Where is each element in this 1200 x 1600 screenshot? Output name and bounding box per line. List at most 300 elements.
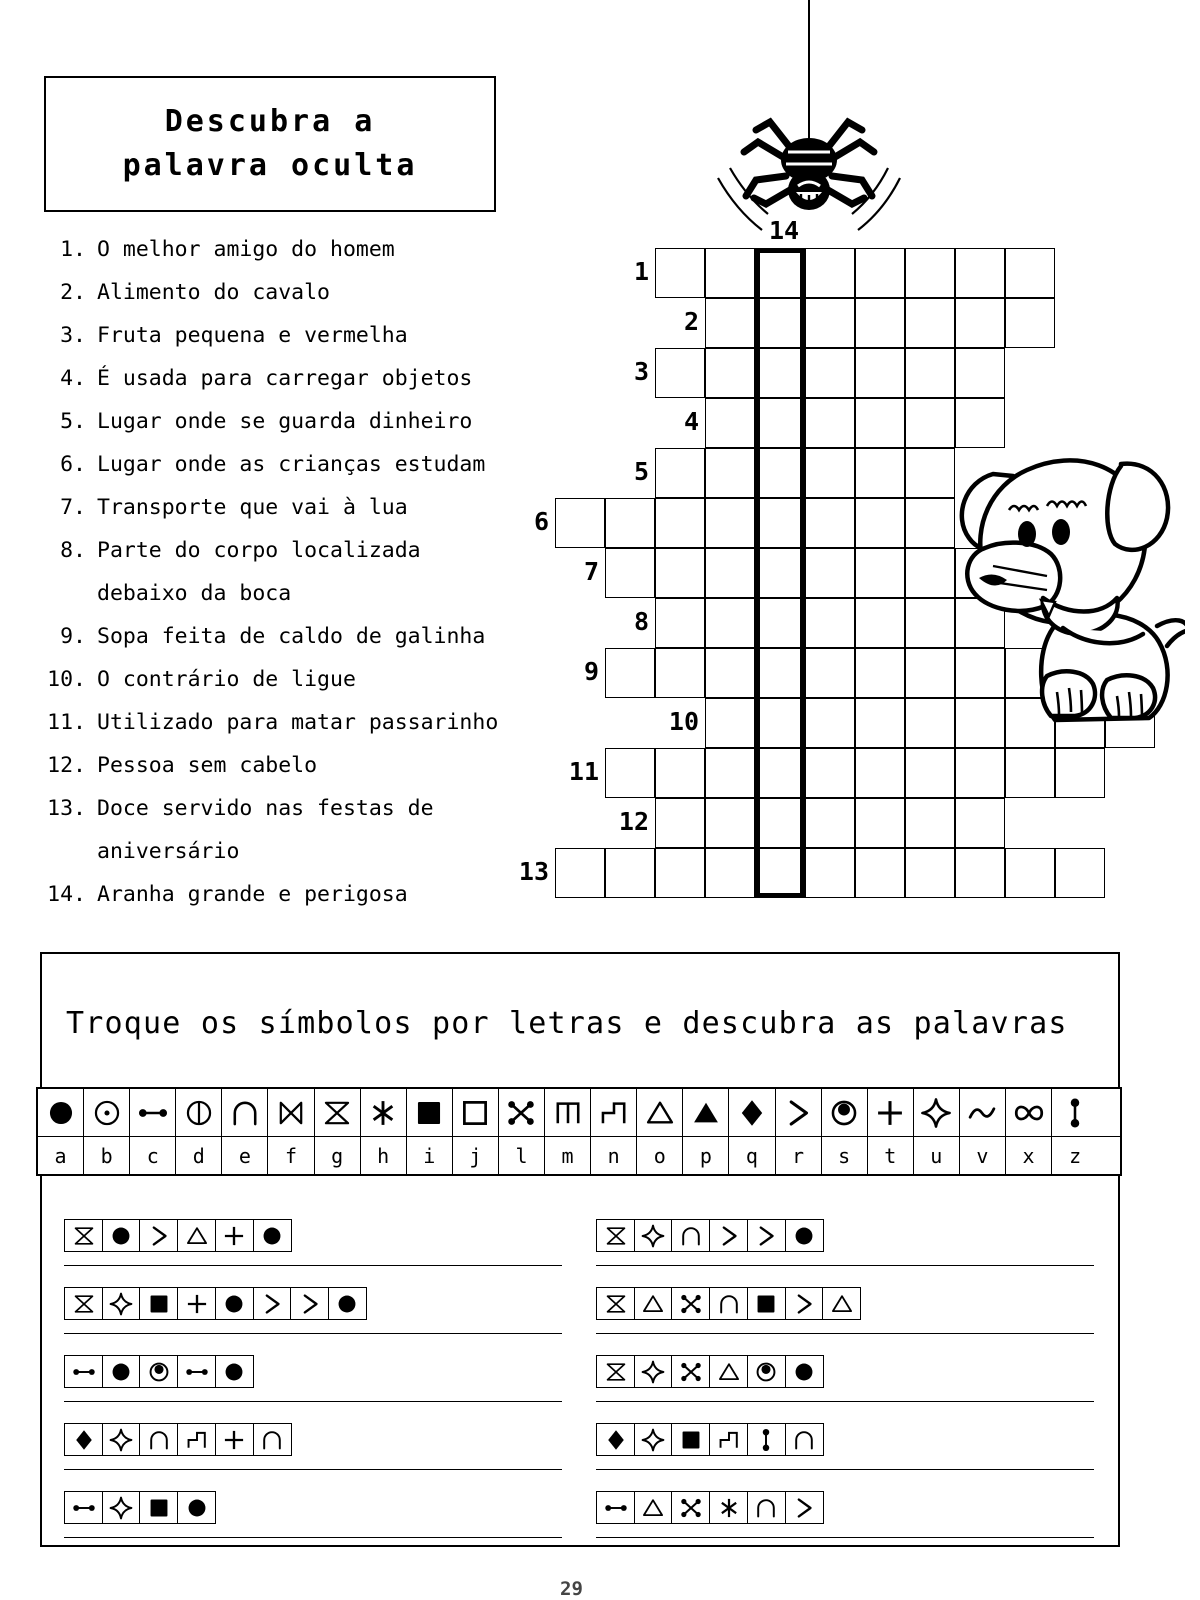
word-symbol-cell (709, 1355, 748, 1388)
crossword-cell[interactable] (755, 348, 805, 398)
word-symbol-cell (102, 1287, 141, 1320)
clue-number: 12. (47, 753, 86, 778)
legend-symbol-cell (729, 1089, 775, 1136)
word-symbol-cell (671, 1287, 710, 1320)
crossword-cell[interactable] (855, 598, 905, 648)
word-symbol-cell (596, 1219, 635, 1252)
word-symbol-sequence (596, 1423, 822, 1456)
crossword-cell[interactable] (805, 548, 855, 598)
filled-square-icon (753, 1291, 779, 1317)
crossword-row (605, 748, 1105, 798)
legend-letter-cell: n (591, 1137, 637, 1174)
arch-icon (228, 1096, 262, 1130)
crossword-cell[interactable] (805, 748, 855, 798)
crossword-cell[interactable] (555, 848, 605, 898)
clue-number: 4. (60, 366, 86, 391)
filled-circle-icon (259, 1223, 285, 1249)
word-symbol-cell (177, 1423, 216, 1456)
filled-square-icon (146, 1291, 172, 1317)
word-symbol-cell (709, 1287, 748, 1320)
answer-writing-line[interactable] (596, 1265, 1094, 1266)
word-symbol-sequence (64, 1491, 215, 1524)
crossword-cell[interactable] (1005, 748, 1055, 798)
crossword-row (705, 298, 1055, 348)
word-symbol-sequence (64, 1287, 366, 1320)
symbol-legend-table (36, 1087, 1122, 1176)
legend-letter-cell: z (1069, 1143, 1082, 1168)
word-symbol-cell (290, 1287, 329, 1320)
word-symbol-cell (747, 1287, 786, 1320)
crossword-cell[interactable] (905, 248, 955, 298)
crossword-cell[interactable] (805, 798, 855, 848)
dumbbell-icon (71, 1495, 97, 1521)
word-symbol-cell (64, 1491, 103, 1524)
legend-letter-cell: r (776, 1137, 822, 1174)
word-puzzle-row (596, 1423, 1096, 1470)
answer-writing-line[interactable] (64, 1401, 562, 1402)
word-symbol-cell (177, 1287, 216, 1320)
hidden-word-column-bottom-edge (755, 893, 805, 898)
crossword-cell[interactable] (755, 598, 805, 648)
circle-with-filled-dot-icon (753, 1359, 779, 1385)
four-point-star-icon (640, 1427, 666, 1453)
filled-circle-icon (334, 1291, 360, 1317)
answer-writing-line[interactable] (596, 1333, 1094, 1334)
crossword-cell[interactable] (705, 398, 755, 448)
legend-letter-cell: h (361, 1137, 407, 1174)
word-symbol-cell (177, 1355, 216, 1388)
clue-text-continuation: debaixo da boca (97, 581, 292, 606)
legend-symbol-cell (868, 1089, 914, 1136)
crossword-cell[interactable] (705, 848, 755, 898)
legend-letter-cell: q (729, 1137, 775, 1174)
crossword-cell[interactable] (805, 348, 855, 398)
asterisk-icon (716, 1495, 742, 1521)
filled-triangle-icon (689, 1096, 723, 1130)
crossword-cell[interactable] (755, 448, 805, 498)
word-symbol-cell (215, 1355, 254, 1388)
crossword-cell[interactable] (955, 748, 1005, 798)
legend-symbol-cell (268, 1089, 314, 1136)
clue-text: Alimento do cavalo (97, 280, 330, 305)
crossword-cell[interactable] (705, 598, 755, 648)
word-symbol-cell (139, 1287, 178, 1320)
crossword-cell[interactable] (705, 548, 755, 598)
word-symbol-cell (785, 1355, 824, 1388)
crossword-row (655, 448, 955, 498)
crossword-cell[interactable] (755, 698, 805, 748)
legend-symbol-cell (84, 1089, 130, 1136)
crossword-cell[interactable] (855, 848, 905, 898)
legend-symbol-cell (499, 1089, 545, 1136)
crossword-row (655, 248, 1055, 298)
clue-text: Pessoa sem cabelo (97, 753, 318, 778)
crossword-cell[interactable] (855, 448, 905, 498)
word-symbol-cell (596, 1423, 635, 1456)
legend-symbol-cell (315, 1089, 361, 1136)
crossword-cell[interactable] (805, 448, 855, 498)
arch-icon (791, 1427, 817, 1453)
word-symbol-cell (64, 1219, 103, 1252)
crossword-cell[interactable] (855, 548, 905, 598)
crossword-cell[interactable] (955, 298, 1005, 348)
clue-text-continuation: aniversário (97, 839, 240, 864)
filled-diamond-icon (603, 1427, 629, 1453)
greater-than-icon (297, 1291, 323, 1317)
bar-with-dots-icon (753, 1427, 779, 1453)
word-symbol-cell (139, 1423, 178, 1456)
word-symbol-cell (253, 1219, 292, 1252)
asterisk-icon (366, 1096, 400, 1130)
filled-square-icon (412, 1096, 446, 1130)
word-symbol-cell (634, 1287, 673, 1320)
hourglass-icon (603, 1223, 629, 1249)
answer-writing-line[interactable] (596, 1401, 1094, 1402)
crossword-cell[interactable] (655, 498, 705, 548)
clue-number: 8. (60, 538, 86, 563)
square-wave-icon (716, 1427, 742, 1453)
greater-than-icon (791, 1495, 817, 1521)
crossword-cell[interactable] (855, 498, 905, 548)
word-symbol-cell (215, 1287, 254, 1320)
clue-number: 14. (47, 882, 86, 907)
crossword-cell[interactable] (855, 298, 905, 348)
legend-symbol-cell (914, 1089, 960, 1136)
crossword-row-number: 10 (668, 707, 699, 736)
legend-letter-cell: s (822, 1137, 868, 1174)
crossword-cell[interactable] (805, 598, 855, 648)
filled-circle-icon (44, 1096, 78, 1130)
filled-circle-icon (791, 1223, 817, 1249)
circle-with-filled-dot-icon (827, 1096, 861, 1130)
circle-with-filled-dot-icon (146, 1359, 172, 1385)
legend-letter-cell: v (960, 1137, 1006, 1174)
plus-icon (873, 1096, 907, 1130)
legend-symbol-cell (637, 1089, 683, 1136)
clue-text: Parte do corpo localizada (97, 538, 421, 563)
word-symbol-cell (822, 1287, 861, 1320)
word-symbol-cell (671, 1219, 710, 1252)
legend-symbol-cell (545, 1089, 591, 1136)
crossword-cell[interactable] (605, 648, 655, 698)
crossword-cell[interactable] (655, 548, 705, 598)
crossword-cell[interactable] (855, 748, 905, 798)
crossword-cell[interactable] (705, 448, 755, 498)
open-triangle-icon (829, 1291, 855, 1317)
word-symbol-sequence (596, 1355, 822, 1388)
clue-number: 13. (47, 796, 86, 821)
crossword-cell[interactable] (755, 398, 805, 448)
word-puzzles-right-column (596, 1219, 1096, 1559)
plus-icon (221, 1427, 247, 1453)
crossword-cell[interactable] (755, 798, 805, 848)
legend-symbol-cell (38, 1089, 84, 1136)
clue-number: 6. (60, 452, 86, 477)
clue-text: O melhor amigo do homem (97, 237, 395, 262)
circle-with-vertical-line-icon (182, 1096, 216, 1130)
legend-letter-cell: x (1006, 1137, 1052, 1174)
crossword-cell[interactable] (1055, 848, 1105, 898)
title-line-2: palavra oculta (122, 148, 418, 183)
clue-number: 3. (60, 323, 86, 348)
answer-writing-line[interactable] (596, 1537, 1094, 1538)
crossword-cell[interactable] (855, 398, 905, 448)
word-symbol-cell (102, 1355, 141, 1388)
word-symbol-cell (747, 1491, 786, 1524)
x-with-dots-icon (678, 1291, 704, 1317)
crossword-cell[interactable] (655, 798, 705, 848)
crossword-cell[interactable] (605, 848, 655, 898)
clue-number: 11. (47, 710, 86, 735)
dog-icon (935, 430, 1185, 730)
crossword-cell[interactable] (755, 298, 805, 348)
word-symbol-cell (102, 1491, 141, 1524)
arch-icon (753, 1495, 779, 1521)
symbol-section-heading: Troque os símbolos por letras e descubra as palavras (66, 1006, 1068, 1041)
crossword-cell[interactable] (755, 548, 805, 598)
crossword-cell[interactable] (655, 848, 705, 898)
crossword-cell[interactable] (605, 748, 655, 798)
legend-letter-cell: m (545, 1137, 591, 1174)
crossword-cell[interactable] (1005, 298, 1055, 348)
open-triangle-icon (640, 1495, 666, 1521)
word-symbol-cell (177, 1219, 216, 1252)
filled-square-icon (678, 1427, 704, 1453)
crossword-cell[interactable] (855, 698, 905, 748)
legend-letter-cell: a (38, 1137, 84, 1174)
word-symbol-cell (215, 1219, 254, 1252)
crossword-cell[interactable] (755, 848, 805, 898)
arch-icon (716, 1291, 742, 1317)
legend-letter-row (38, 1136, 1120, 1174)
four-point-star-icon (919, 1096, 953, 1130)
legend-symbol-row (38, 1089, 1120, 1136)
square-wave-icon (597, 1096, 631, 1130)
open-triangle-icon (716, 1359, 742, 1385)
answer-writing-line[interactable] (64, 1333, 562, 1334)
hidden-word-column-top-edge (755, 248, 805, 253)
crossword-cell[interactable] (905, 348, 955, 398)
title-line-1: Descubra a (164, 104, 376, 139)
legend-symbol-cell (683, 1089, 729, 1136)
crossword-cell[interactable] (705, 498, 755, 548)
dumbbell-icon (184, 1359, 210, 1385)
bowtie-icon (274, 1096, 308, 1130)
crossword-cell[interactable] (705, 648, 755, 698)
legend-letter-cell: g (315, 1137, 361, 1174)
crossword-cell[interactable] (955, 798, 1005, 848)
crossword-cell[interactable] (805, 298, 855, 348)
word-puzzle-row (64, 1287, 564, 1334)
filled-circle-icon (184, 1495, 210, 1521)
crossword-cell[interactable] (655, 648, 705, 698)
word-symbol-sequence (596, 1491, 822, 1524)
crossword-cell[interactable] (805, 848, 855, 898)
filled-square-icon (146, 1495, 172, 1521)
crossword-cell[interactable] (605, 548, 655, 598)
crossword-row-number: 3 (633, 357, 649, 386)
word-symbol-cell (253, 1423, 292, 1456)
dumbbell-icon (136, 1096, 170, 1130)
legend-letter-cell: i (407, 1137, 453, 1174)
puppy-dog-illustration (935, 430, 1185, 730)
crossword-cell[interactable] (755, 648, 805, 698)
crossword-cell[interactable] (755, 248, 805, 298)
crossword-cell[interactable] (855, 648, 905, 698)
four-point-star-icon (640, 1223, 666, 1249)
greater-than-icon (781, 1096, 815, 1130)
word-symbol-sequence (64, 1355, 253, 1388)
word-puzzle-row (64, 1491, 564, 1538)
crossword-cell[interactable] (1055, 748, 1105, 798)
arch-icon (146, 1427, 172, 1453)
clue-text: Transporte que vai à lua (97, 495, 408, 520)
crossword-cell[interactable] (705, 698, 755, 748)
clue-text: Lugar onde as crianças estudam (97, 452, 486, 477)
crossword-cell[interactable] (805, 248, 855, 298)
clue-text: Fruta pequena e vermelha (97, 323, 408, 348)
word-puzzles-left-column (64, 1219, 564, 1559)
crossword-cell[interactable] (755, 748, 805, 798)
clue-text: Sopa feita de caldo de galinha (97, 624, 486, 649)
legend-symbol-cell (222, 1089, 268, 1136)
crossword-cell[interactable] (555, 498, 605, 548)
word-symbol-cell (634, 1491, 673, 1524)
clue-text: É usada para carregar objetos (97, 366, 473, 391)
filled-circle-icon (221, 1291, 247, 1317)
crossword-cell[interactable] (655, 748, 705, 798)
answer-writing-line[interactable] (64, 1265, 562, 1266)
word-symbol-sequence (596, 1287, 860, 1320)
symbol-substitution-panel (40, 952, 1120, 1547)
four-point-star-icon (108, 1495, 134, 1521)
word-symbol-cell (634, 1219, 673, 1252)
crossword-cell[interactable] (905, 748, 955, 798)
crossword-cell[interactable] (805, 648, 855, 698)
crossword-row-number: 5 (633, 457, 649, 486)
square-wave-icon (184, 1427, 210, 1453)
four-point-star-icon (640, 1359, 666, 1385)
crossword-cell[interactable] (905, 848, 955, 898)
filled-diamond-icon (735, 1096, 769, 1130)
bar-with-dots-icon (1058, 1096, 1092, 1130)
word-symbol-cell (671, 1423, 710, 1456)
hourglass-icon (603, 1359, 629, 1385)
tilde-icon (965, 1096, 999, 1130)
greater-than-icon (791, 1291, 817, 1317)
word-symbol-cell (64, 1423, 103, 1456)
word-symbol-cell (747, 1219, 786, 1252)
clue-number: 5. (60, 409, 86, 434)
legend-symbol-cell (960, 1089, 1006, 1136)
word-symbol-cell (102, 1423, 141, 1456)
answer-writing-line[interactable] (64, 1537, 562, 1538)
crossword-cell[interactable] (1005, 248, 1055, 298)
crossword-cell[interactable] (705, 348, 755, 398)
circle-with-dot-icon (90, 1096, 124, 1130)
legend-letter-cell: f (268, 1137, 314, 1174)
word-symbol-cell (177, 1491, 216, 1524)
word-symbol-cell (785, 1287, 824, 1320)
filled-circle-icon (108, 1223, 134, 1249)
crossword-cell[interactable] (805, 398, 855, 448)
crossword-cell[interactable] (705, 748, 755, 798)
filled-circle-icon (108, 1359, 134, 1385)
crossword-cell[interactable] (705, 798, 755, 848)
word-symbol-cell (709, 1423, 748, 1456)
four-point-star-icon (108, 1291, 134, 1317)
pi-shape-icon (551, 1096, 585, 1130)
word-symbol-cell (747, 1355, 786, 1388)
hidden-word-column-label: 14 (769, 216, 800, 245)
crossword-row-number: 4 (683, 407, 699, 436)
crossword-cell[interactable] (755, 498, 805, 548)
word-symbol-cell (785, 1423, 824, 1456)
clue-number: 10. (47, 667, 86, 692)
infinity-icon (1012, 1096, 1046, 1130)
hourglass-icon (71, 1291, 97, 1317)
filled-circle-icon (221, 1359, 247, 1385)
open-triangle-icon (643, 1096, 677, 1130)
crossword-row (555, 848, 1105, 898)
crossword-cell[interactable] (955, 848, 1005, 898)
word-symbol-sequence (64, 1219, 290, 1252)
crossword-cell[interactable] (705, 248, 755, 298)
legend-symbol-cell (591, 1089, 637, 1136)
crossword-cell[interactable] (855, 798, 905, 848)
crossword-row-number: 12 (618, 807, 649, 836)
arch-icon (259, 1427, 285, 1453)
hourglass-icon (320, 1096, 354, 1130)
word-symbol-cell (709, 1491, 748, 1524)
crossword-cell[interactable] (905, 298, 955, 348)
crossword-cell[interactable] (805, 498, 855, 548)
legend-symbol-cell (453, 1089, 499, 1136)
hourglass-icon (71, 1223, 97, 1249)
crossword-cell[interactable] (905, 798, 955, 848)
word-symbol-cell (596, 1491, 635, 1524)
answer-writing-line[interactable] (64, 1469, 562, 1470)
crossword-cell[interactable] (655, 598, 705, 648)
greater-than-icon (716, 1223, 742, 1249)
crossword-cell[interactable] (1005, 848, 1055, 898)
crossword-cell[interactable] (955, 248, 1005, 298)
crossword-cell[interactable] (805, 698, 855, 748)
word-puzzle-row (596, 1287, 1096, 1334)
filled-circle-icon (791, 1359, 817, 1385)
crossword-cell[interactable] (655, 348, 705, 398)
clue-number: 2. (60, 280, 86, 305)
crossword-cell[interactable] (655, 248, 705, 298)
clue-text: Utilizado para matar passarinho (97, 710, 499, 735)
crossword-cell[interactable] (655, 448, 705, 498)
clue-number: 7. (60, 495, 86, 520)
crossword-cell[interactable] (605, 498, 655, 548)
crossword-row-number: 9 (583, 657, 599, 686)
answer-writing-line[interactable] (596, 1469, 1094, 1470)
crossword-cell[interactable] (855, 248, 905, 298)
page-number: 29 (560, 1578, 583, 1600)
hanging-spider-illustration (694, 0, 924, 240)
crossword-row-number: 7 (583, 557, 599, 586)
clue-text: O contrário de ligue (97, 667, 356, 692)
crossword-cell[interactable] (955, 348, 1005, 398)
word-symbol-cell (596, 1287, 635, 1320)
crossword-cell[interactable] (855, 348, 905, 398)
word-symbol-sequence (64, 1423, 290, 1456)
crossword-cell[interactable] (705, 298, 755, 348)
word-symbol-cell (64, 1355, 103, 1388)
